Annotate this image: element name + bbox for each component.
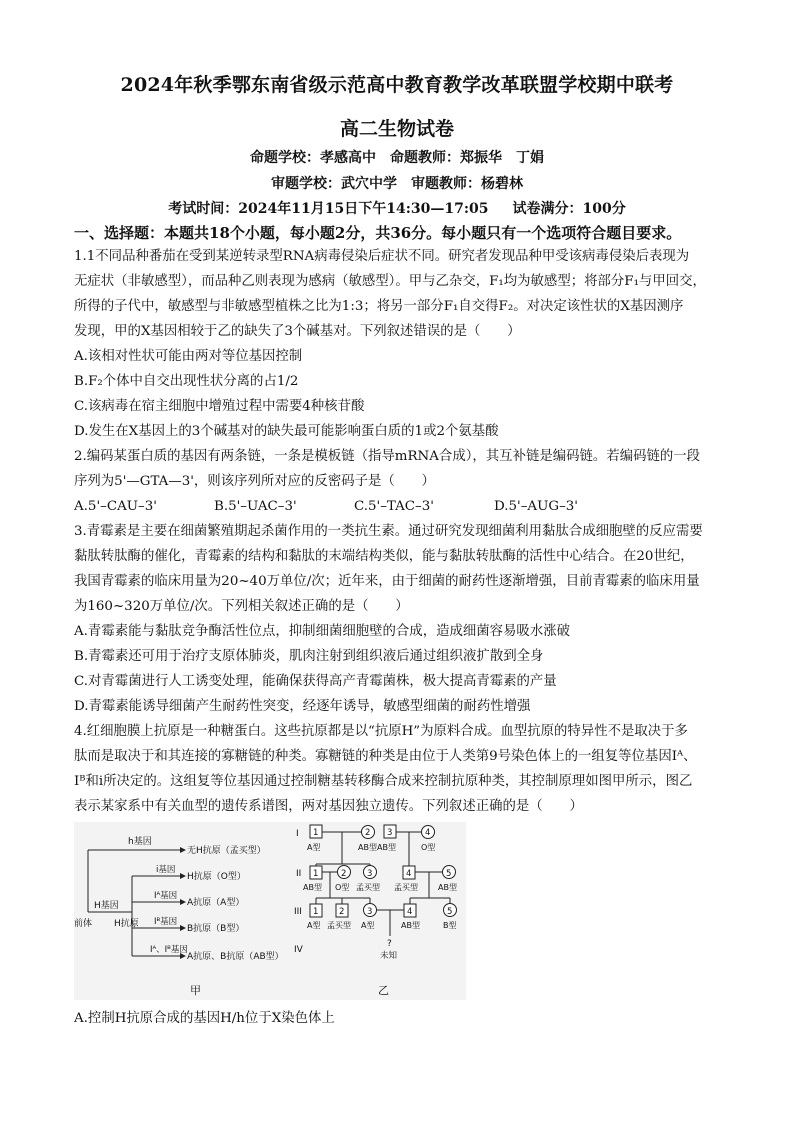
outcome-none: 无H抗原（孟买型） xyxy=(187,846,266,856)
unknown-individual-mark: ? xyxy=(387,939,392,949)
q4-option-a: A.控制H抗原合成的基因H/h位于X染色体上 xyxy=(74,1011,335,1026)
i-gene-label: i基因 xyxy=(156,865,176,875)
q1-line: 无症状（非敏感型），而品种乙则表现为感病（敏感型）。甲与乙杂交，F₁均为敏感型；将部分F₁与甲回交， xyxy=(74,274,706,289)
q1-option-b: B.F₂个体中自交出现性状分离的占1/2 xyxy=(74,374,299,389)
figure-jia-caption: 甲 xyxy=(190,984,201,997)
blood-type-label: A型 xyxy=(307,921,321,930)
individual-number: 5 xyxy=(446,869,452,879)
figure-panel xyxy=(74,822,466,1000)
generation-IV: IV xyxy=(294,945,303,955)
reviewer-school: 审题学校：武穴中学 xyxy=(271,176,397,192)
q2-options xyxy=(74,494,734,519)
H-gene-label: H基因 xyxy=(94,901,119,911)
individual-number: 1 xyxy=(313,907,319,917)
exam-subtitle: 高二生物试卷 xyxy=(339,118,454,140)
q4-line: Iᴮ和i所决定的。这组复等位基因通过控制糖基转移酶合成来控制抗原种类，其控制原理如图甲所示，图乙 xyxy=(74,774,693,789)
arrowhead-icon xyxy=(180,847,186,853)
blood-type-label: B型 xyxy=(443,921,457,930)
outcome-O: H抗原（O型） xyxy=(187,872,246,882)
figure-svg xyxy=(74,822,466,1000)
individual-number: 2 xyxy=(339,907,345,917)
individual-number: 3 xyxy=(367,907,373,917)
q4-line: 表示某家系中有关血型的遗传系谱图，两对基因独立遗传。下列叙述正确的是（ ） xyxy=(74,799,583,814)
pathway-arrowheads xyxy=(180,847,186,959)
exam-time: 考试时间：2024年11月15日下午14:30—17:05 xyxy=(168,201,489,217)
outcome-A: A抗原（A型） xyxy=(187,898,245,908)
figure-yi-caption: 乙 xyxy=(378,984,389,997)
generation-I: I xyxy=(296,829,299,839)
q3-option-c: C.对青霉菌进行人工诱变处理，能确保获得高产青霉菌株，极大提高青霉素的产量 xyxy=(74,674,557,689)
blood-type-label: AB型 xyxy=(438,883,457,892)
q2-line: 序列为5'—GTA—3'，则该序列所对应的反密码子是（ ） xyxy=(74,474,435,489)
blood-type-label: A型 xyxy=(361,921,375,930)
q3-line: 我国青霉素的临床用量为20~40万单位/次；近年来，由于细菌的耐药性逐渐增强，目前青霉素的临床用量 xyxy=(74,574,700,589)
individual-number: 2 xyxy=(365,828,371,838)
arrowhead-icon xyxy=(180,899,186,905)
q1-line: 1.1不同品种番茄在受到某逆转录型RNA病毒侵染后症状不同。研究者发现品种甲受该病毒侵染后表现为 xyxy=(74,249,690,264)
generation-II: II xyxy=(296,869,302,879)
outcome-B: B抗原（B型） xyxy=(187,924,245,934)
q4-line: 4.红细胞膜上抗原是一种糖蛋白。这些抗原都是以“抗原H”为原料合成。血型抗原的特异性不是取决于多 xyxy=(74,724,688,739)
exam-title: 2024年秋季鄂东南省级示范高中教育教学改革联盟学校期中联考 xyxy=(120,74,674,96)
q1-line: 所得的子代中，敏感型与非敏感型植株之比为1:3；将另一部分F₁自交得F₂。对决定该性状的X基因测序 xyxy=(74,299,684,314)
blood-type-label: O型 xyxy=(421,843,436,852)
individual-number: 4 xyxy=(407,907,413,917)
q3-line: 黏肽转肽酶的催化，青霉素的结构和黏肽的末端结构类似，能与黏肽转肽酶的活性中心结合。在20世纪， xyxy=(74,549,694,564)
q1-option-a: A.该相对性状可能由两对等位基因控制 xyxy=(74,349,303,364)
blood-type-label: AB型 xyxy=(377,843,396,852)
individual-number: 2 xyxy=(341,869,347,879)
setter-school: 命题学校：孝感高中 xyxy=(250,150,376,166)
q1-option-d: D.发生在X基因上的3个碱基对的缺失最可能影响蛋白质的1或2个氨基酸 xyxy=(74,424,499,439)
q2-option-a: A.5'–CAU–3' xyxy=(74,499,157,514)
setter-info xyxy=(0,147,794,167)
q2-line: 2.编码某蛋白质的基因有两条链，一条是模板链（指导mRNA合成），其互补链是编码链。若编码链的一段 xyxy=(74,449,701,464)
arrowhead-icon xyxy=(180,873,186,879)
blood-type-label: O型 xyxy=(335,883,350,892)
reviewer-info xyxy=(0,173,794,193)
q2-option-b: B.5'–UAC–3' xyxy=(214,499,297,514)
blood-type-label: 孟买型 xyxy=(394,883,418,892)
h-gene-label: h基因 xyxy=(128,837,152,847)
q3-option-a: A.青霉素能与黏肽竞争酶活性位点，抑制细菌细胞壁的合成，造成细菌容易吸水涨破 xyxy=(74,624,570,639)
individual-number: 4 xyxy=(406,869,412,879)
setter-teachers: 命题教师：郑振华 丁娟 xyxy=(390,150,544,166)
q3-line: 为160~320万单位/次。下列相关叙述正确的是（ ） xyxy=(74,599,409,614)
section-heading: 一、选择题：本题共18个小题，每小题2分，共36分。每小题只有一个选项符合题目要求。 xyxy=(74,224,682,242)
blood-type-labels xyxy=(303,842,457,930)
individual-number: 5 xyxy=(447,907,453,917)
IAIB-gene-label: Iᴬ、Iᴮ基因 xyxy=(150,945,188,955)
exam-time-info xyxy=(0,198,794,218)
q3-line: 3.青霉素是主要在细菌繁殖期起杀菌作用的一类抗生素。通过研究发现细菌利用黏肽合成细胞壁的反应需要 xyxy=(74,524,703,539)
outcome-AB: A抗原、B抗原（AB型） xyxy=(187,952,284,962)
q1-option-c: C.该病毒在宿主细胞中增殖过程中需要4种核苷酸 xyxy=(74,399,365,414)
IB-gene-label: Iᴮ基因 xyxy=(154,917,178,927)
generation-III: III xyxy=(294,907,302,917)
individual-number: 3 xyxy=(387,828,393,838)
blood-type-label: AB型 xyxy=(401,921,420,930)
q3-option-b: B.青霉素还可用于治疗支原体肺炎，肌肉注射到组织液后通过组织液扩散到全身 xyxy=(74,649,544,664)
q4-line: 肽而是取决于和其连接的寡糖链的种类。寡糖链的种类是由位于人类第9号染色体上的一组复等位基因Iᴬ、 xyxy=(74,749,697,764)
H-antigen-node-label: H抗原 xyxy=(114,919,139,929)
blood-type-label: 孟买型 xyxy=(356,883,380,892)
q3-option-d: D.青霉素能诱导细菌产生耐药性突变，经逐年诱导，敏感型细菌的耐药性增强 xyxy=(74,699,531,714)
blood-type-label: AB型 xyxy=(358,843,377,852)
reviewer-teacher: 审题教师：杨碧林 xyxy=(411,176,523,192)
unknown-individual-label: 未知 xyxy=(380,951,398,961)
individual-number: 1 xyxy=(313,869,319,879)
individual-number: 4 xyxy=(425,828,431,838)
blood-type-label: AB型 xyxy=(303,883,322,892)
blood-type-label: 孟买型 xyxy=(327,921,351,930)
q2-option-c: C.5'–TAC–3' xyxy=(354,499,434,514)
pedigree-symbols xyxy=(310,825,457,917)
IA-gene-label: Iᴬ基因 xyxy=(154,891,178,901)
arrowhead-icon xyxy=(180,925,186,931)
individual-number: 1 xyxy=(313,828,319,838)
precursor-label: 前体 xyxy=(74,919,93,929)
questions-body xyxy=(74,244,734,819)
q2-option-d: D.5'–AUG–3' xyxy=(494,499,578,514)
blood-type-label: A型 xyxy=(307,843,321,852)
full-score: 试卷满分：100分 xyxy=(512,201,626,217)
q1-line: 发现，甲的X基因相较于乙的缺失了3个碱基对。下列叙述错误的是（ ） xyxy=(74,324,521,339)
individual-number: 3 xyxy=(367,869,373,879)
